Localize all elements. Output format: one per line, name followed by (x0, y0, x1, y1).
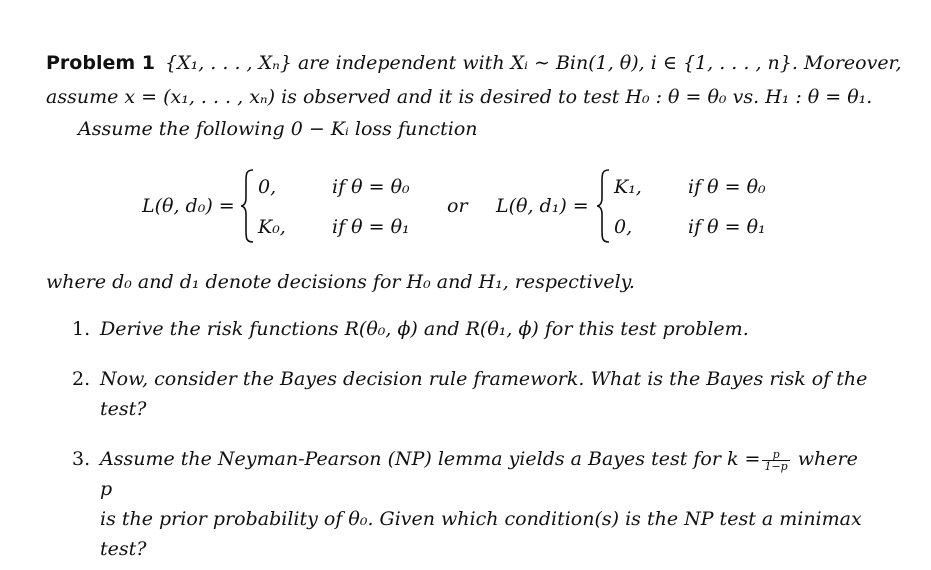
item-number: 1. (72, 318, 91, 340)
item-text-part-b: where p (100, 448, 858, 500)
item-text-line-1: Now, consider the Bayes decision rule framework. What is the Bayes risk of the (100, 368, 868, 390)
left-brace-icon (240, 168, 254, 244)
or-connector: or (447, 195, 468, 217)
loss-d0-bottom-value: K₀, (258, 216, 286, 238)
item-number: 2. (72, 368, 91, 390)
problem-line-3: Assume the following 0 − Kᵢ loss function (78, 118, 478, 140)
item-text-line-2: test? (100, 398, 147, 420)
item-number: 3. (72, 448, 91, 470)
item-text-line-2: is the prior probability of θ₀. Given which condition(s) is the NP test a minimax (100, 508, 862, 530)
problem-line-1 (46, 50, 902, 76)
loss-d0-bottom-condition: if θ = θ₁ (332, 216, 410, 238)
fraction (762, 449, 789, 472)
where-line: where d₀ and d₁ denote decisions for H₀ and H₁, respectively. (46, 271, 635, 293)
fraction-denominator: 1−p (764, 459, 788, 473)
item-text-line-1 (100, 444, 872, 504)
loss-d1-top-condition: if θ = θ₀ (688, 176, 766, 198)
loss-d0-top-condition: if θ = θ₀ (332, 176, 410, 198)
loss-d1-top-value: K₁, (614, 176, 642, 198)
list-item (72, 314, 872, 344)
problem-label: Problem 1 (46, 52, 155, 74)
problem-text-1: {X₁, . . . , Xₙ} are independent with Xᵢ ∼ Bin(1, θ), i ∈ {1, . . . , n}. Moreover, (164, 52, 902, 74)
loss-d0-top-value: 0, (258, 176, 277, 198)
loss-d0-lhs: L(θ, d₀) = (142, 195, 235, 217)
item-text: Derive the risk functions R(θ₀, ϕ) and R(θ₁, ϕ) for this test problem. (100, 318, 749, 340)
fraction-numerator: p (762, 449, 789, 461)
loss-d1-lhs: L(θ, d₁) = (496, 195, 589, 217)
item-text-line-3: test? (100, 538, 147, 560)
loss-function-display (0, 168, 931, 246)
loss-d1-bottom-value: 0, (614, 216, 633, 238)
loss-d1-bottom-condition: if θ = θ₁ (688, 216, 766, 238)
list-item (72, 444, 872, 564)
problem-line-2: assume x = (x₁, . . . , xₙ) is observed and it is desired to test H₀ : θ = θ₀ vs. H₁ : θ = θ₁. (46, 86, 873, 108)
left-brace-icon (596, 168, 610, 244)
list-item (72, 364, 872, 424)
item-text-part-a: Assume the Neyman-Pearson (NP) lemma yields a Bayes test for k = (100, 448, 761, 470)
